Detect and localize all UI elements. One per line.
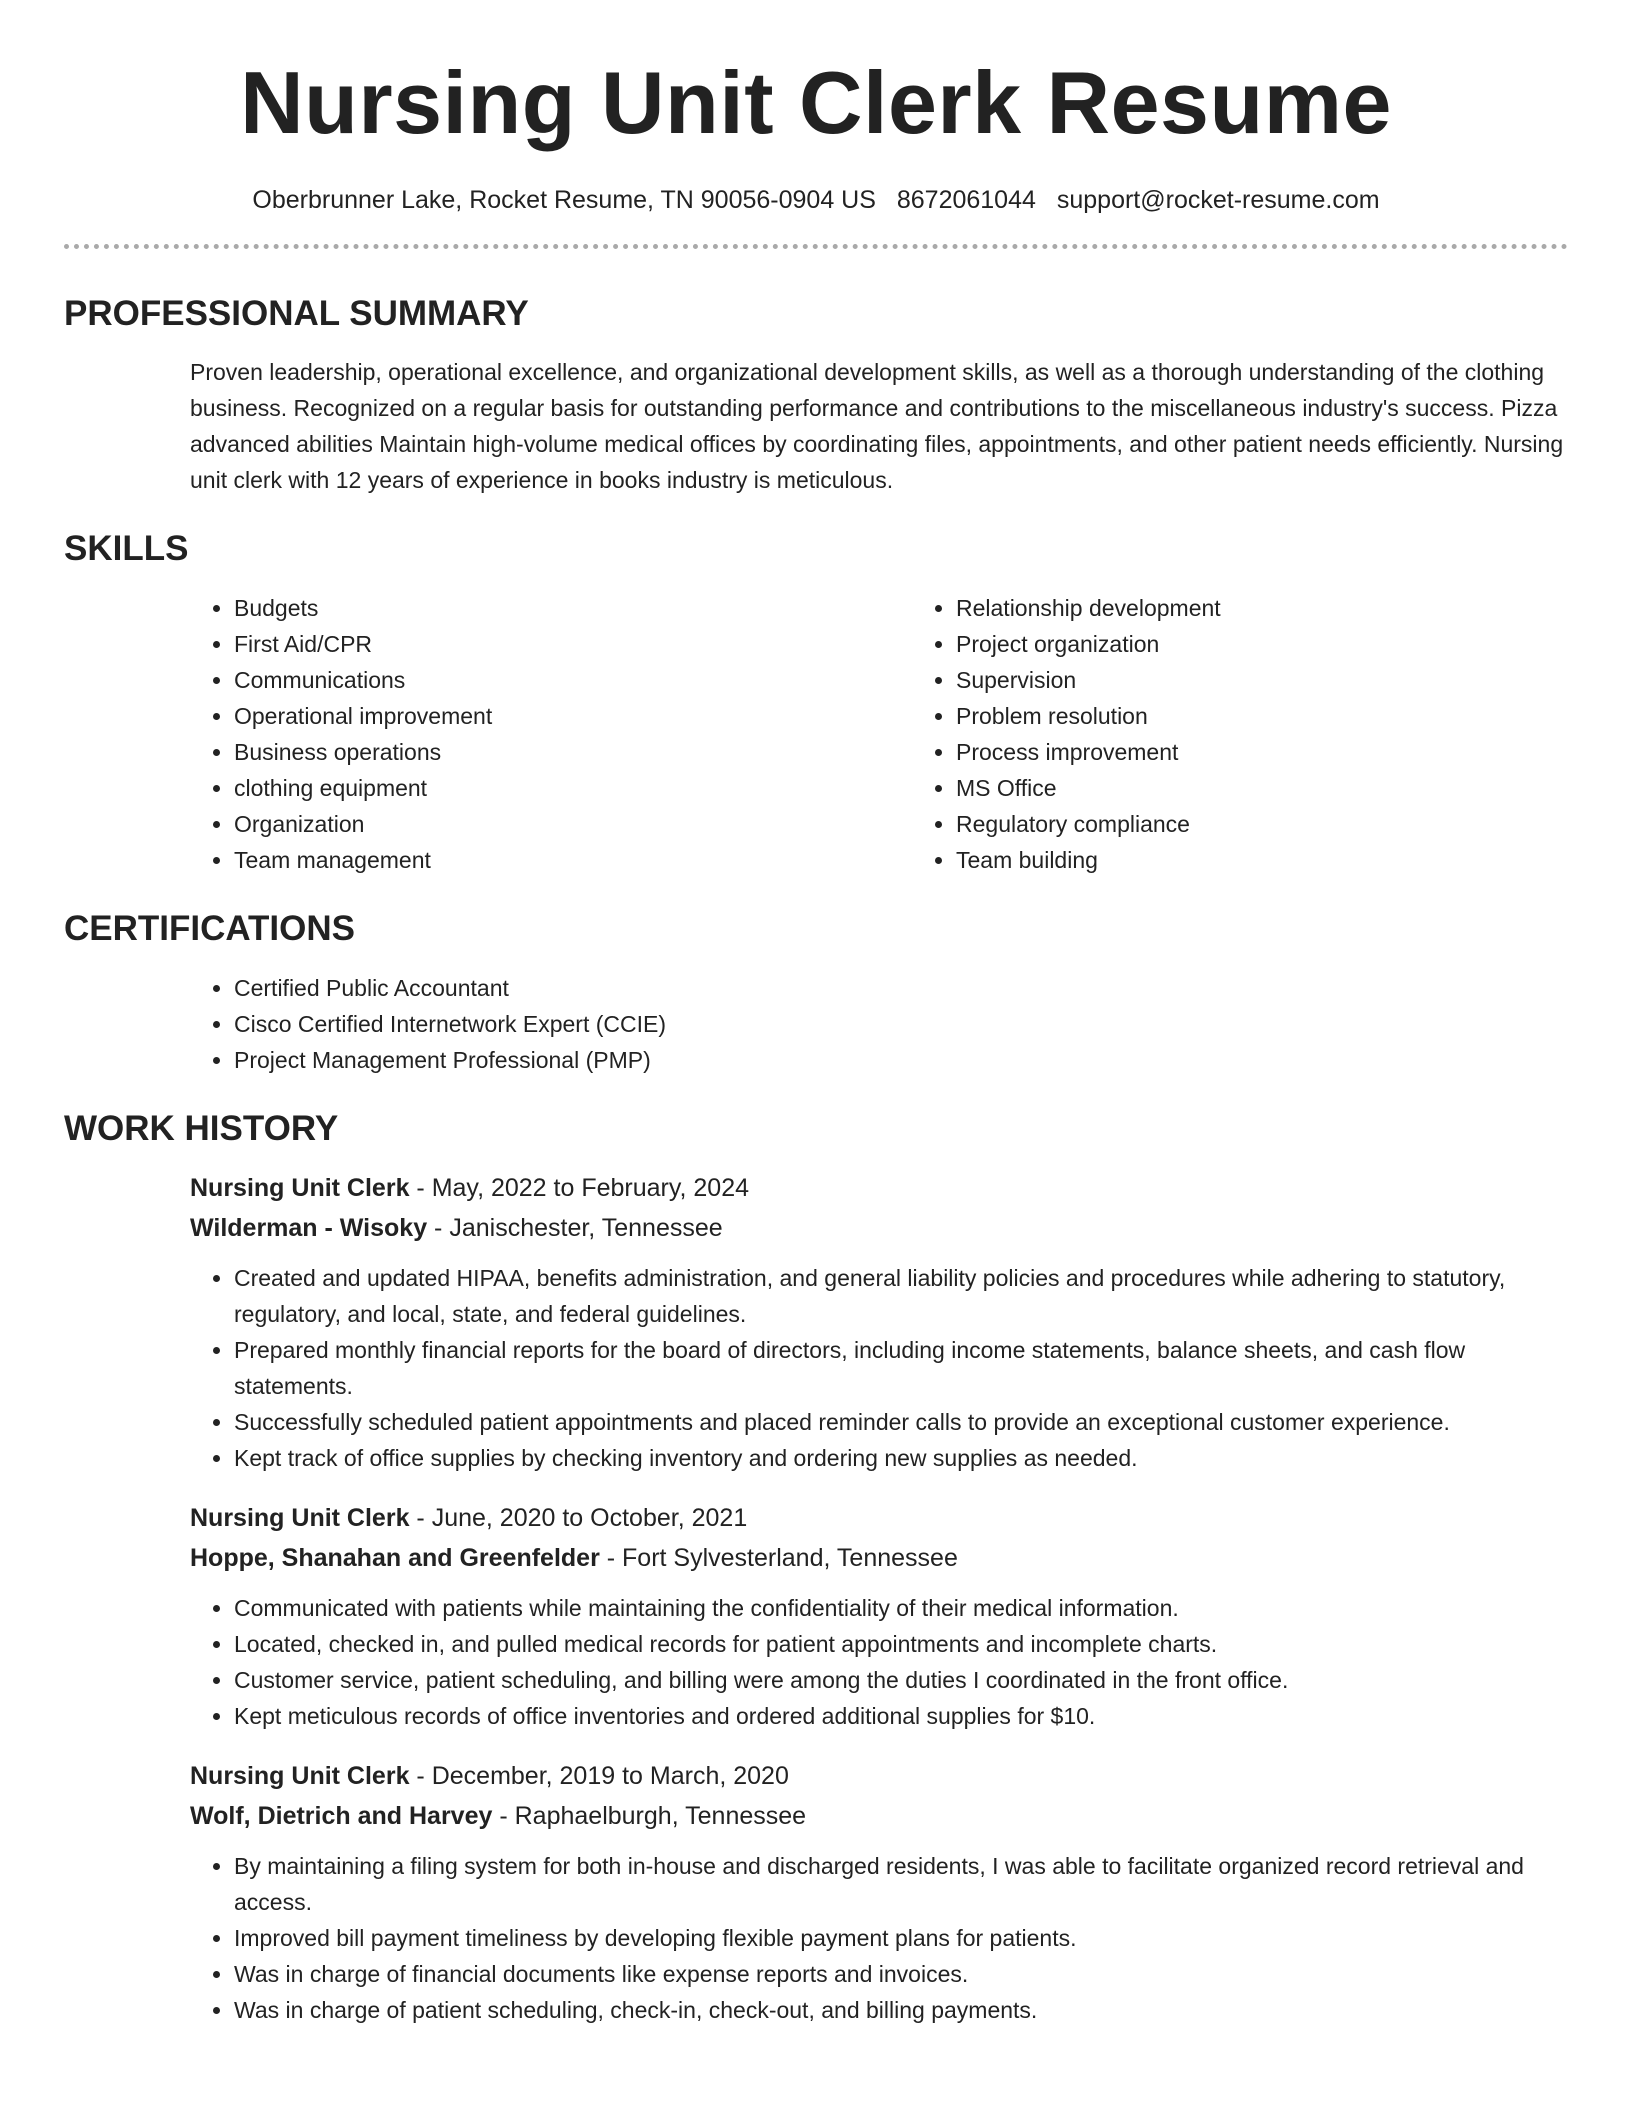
job-location: - Janischester, Tennessee xyxy=(427,1214,723,1242)
job-role: Nursing Unit Clerk xyxy=(190,1504,410,1532)
skill-item: • Process improvement xyxy=(956,734,1532,770)
job-bullet: • Prepared monthly financial reports for the board of directors, including income statements, balance sheets, and cash flow statements. xyxy=(234,1332,1568,1404)
skill-item: • Team management xyxy=(234,842,914,878)
skill-item: • MS Office xyxy=(956,770,1532,806)
job-bullets xyxy=(190,1590,1568,1734)
job-bullets xyxy=(190,1260,1568,1476)
job-dates: - December, 2019 to March, 2020 xyxy=(409,1762,789,1790)
skill-item: • Team building xyxy=(956,842,1532,878)
job-bullet: • Successfully scheduled patient appointments and placed reminder calls to provide an exceptional customer experience. xyxy=(234,1404,1568,1440)
job-bullet: • Customer service, patient scheduling, and billing were among the duties I coordinated in the front office. xyxy=(234,1662,1568,1698)
skill-item: • Relationship development xyxy=(956,590,1532,626)
contact-line xyxy=(64,182,1568,218)
skill-item: • Supervision xyxy=(956,662,1532,698)
job-company-line xyxy=(190,1796,1568,1836)
job-bullet: • Was in charge of financial documents like expense reports and invoices. xyxy=(234,1956,1568,1992)
job-role-line xyxy=(190,1168,1568,1208)
certifications-list xyxy=(64,970,1568,1078)
work-history-heading: WORK HISTORY xyxy=(64,1109,339,1148)
job-role: Nursing Unit Clerk xyxy=(190,1762,410,1790)
skill-item: • Budgets xyxy=(234,590,914,626)
job-company-line xyxy=(190,1208,1568,1248)
job-bullet: • By maintaining a filing system for both in-house and discharged residents, I was able to facilitate organized record retrieval and access. xyxy=(234,1848,1568,1920)
job-bullet: • Kept track of office supplies by checking inventory and ordering new supplies as needed. xyxy=(234,1440,1568,1476)
job-company-line xyxy=(190,1538,1568,1578)
job-dates: - May, 2022 to February, 2024 xyxy=(409,1174,750,1202)
skill-item: • Operational improvement xyxy=(234,698,914,734)
job-entry xyxy=(190,1498,1568,1734)
job-location: - Fort Sylvesterland, Tennessee xyxy=(599,1544,958,1572)
skill-item: • clothing equipment xyxy=(234,770,914,806)
job-bullet: • Was in charge of patient scheduling, check-in, check-out, and billing payments. xyxy=(234,1992,1568,2028)
job-bullet: • Located, checked in, and pulled medical records for patient appointments and incomplete charts. xyxy=(234,1626,1568,1662)
summary-text: Proven leadership, operational excellence, and organizational development skills, as well as a thorough understanding of the clothing business. Recognized on a regular basis for outstanding performance and contributions to the miscellaneous industry's success. Pizza advanced abilities Maintain high-volume medical offices by coordinating files, appointments, and other patient needs efficiently. Nursing unit clerk with 12 years of experience in books industry is meticulous. xyxy=(190,359,1564,493)
skill-item: • Organization xyxy=(234,806,914,842)
summary-heading: PROFESSIONAL SUMMARY xyxy=(64,294,529,333)
job-bullet: • Kept meticulous records of office inventories and ordered additional supplies for $10. xyxy=(234,1698,1568,1734)
header-divider xyxy=(64,244,1568,249)
skills-columns xyxy=(64,590,1568,878)
skill-item: • First Aid/CPR xyxy=(234,626,914,662)
certifications-heading: CERTIFICATIONS xyxy=(64,909,356,948)
skill-item: • Project organization xyxy=(956,626,1532,662)
job-entry xyxy=(190,1756,1568,2028)
job-role-line xyxy=(190,1498,1568,1538)
job-role-line xyxy=(190,1756,1568,1796)
skill-item: • Regulatory compliance xyxy=(956,806,1532,842)
skills-list-left xyxy=(64,590,914,878)
resume-title: Nursing Unit Clerk Resume xyxy=(240,53,1392,152)
job-bullet: • Communicated with patients while maintaining the confidentiality of their medical information. xyxy=(234,1590,1568,1626)
contact-phone: 8672061044 xyxy=(896,186,1036,214)
certification-item: • Cisco Certified Internetwork Expert (CCIE) xyxy=(234,1006,1568,1042)
job-role: Nursing Unit Clerk xyxy=(190,1174,410,1202)
job-bullet: • Improved bill payment timeliness by developing flexible payment plans for patients. xyxy=(234,1920,1568,1956)
contact-address: Oberbrunner Lake, Rocket Resume, TN 90056-0904 US xyxy=(252,186,876,214)
skill-item: • Communications xyxy=(234,662,914,698)
skill-item: • Problem resolution xyxy=(956,698,1532,734)
certification-item: • Certified Public Accountant xyxy=(234,970,1568,1006)
skill-item: • Business operations xyxy=(234,734,914,770)
job-bullet: • Created and updated HIPAA, benefits administration, and general liability policies and procedures while adhering to statutory, regulatory, and local, state, and federal guidelines. xyxy=(234,1260,1568,1332)
job-entry xyxy=(190,1168,1568,1476)
skills-list-right xyxy=(932,590,1532,878)
job-company: Wolf, Dietrich and Harvey xyxy=(190,1802,493,1830)
skills-heading: SKILLS xyxy=(64,529,189,568)
certification-item: • Project Management Professional (PMP) xyxy=(234,1042,1568,1078)
job-company: Hoppe, Shanahan and Greenfelder xyxy=(190,1544,600,1572)
job-bullets xyxy=(190,1848,1568,2028)
job-company: Wilderman - Wisoky xyxy=(190,1214,428,1242)
job-dates: - June, 2020 to October, 2021 xyxy=(409,1504,748,1532)
job-location: - Raphaelburgh, Tennessee xyxy=(492,1802,807,1830)
contact-email: support@rocket-resume.com xyxy=(1056,186,1380,214)
